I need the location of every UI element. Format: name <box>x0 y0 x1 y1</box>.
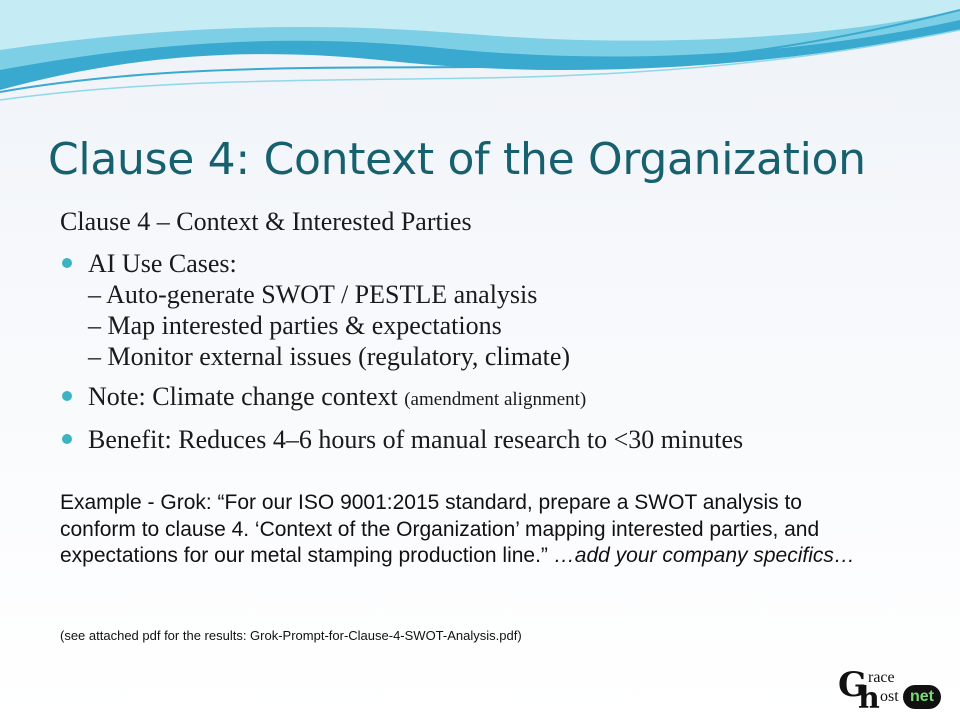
bullet-list <box>60 248 743 464</box>
attachment-note: (see attached pdf for the results: Grok-Prompt-for-Clause-4-SWOT-Analysis.pdf) <box>60 628 522 643</box>
bullet-dot-icon <box>62 434 72 444</box>
logo-letters-race: race <box>868 669 895 686</box>
ai-use-cases-label: AI Use Cases: <box>88 249 237 278</box>
header-wave-decoration <box>0 0 960 120</box>
ai-use-case-item: – Auto-generate SWOT / PESTLE analysis <box>88 280 538 309</box>
note-small-text: (amendment alignment) <box>404 389 587 410</box>
logo-net-badge: net <box>903 685 941 709</box>
logo-letters-ost: ost <box>880 688 899 705</box>
ai-use-case-item: – Map interested parties & expectations <box>88 311 502 340</box>
bullet-dot-icon <box>62 391 72 401</box>
logo-letter-g: G <box>838 665 868 705</box>
grace-host-net-logo <box>836 665 946 716</box>
example-text: Example - Grok: “For our ISO 9001:2015 standard, prepare a SWOT analysis to conform to clause 4. ‘Context of the Organization’ mapping interested parties, and expectations for our metal stamping production line.” <box>60 491 820 567</box>
note-text: Note: Climate change context <box>88 382 398 411</box>
bullet-benefit <box>60 424 743 455</box>
bullet-dot-icon <box>62 258 72 268</box>
benefit-text: Benefit: Reduces 4–6 hours of manual research to <30 minutes <box>88 425 744 454</box>
example-prompt <box>60 490 880 570</box>
bullet-note <box>60 381 743 415</box>
bullet-ai-use-cases <box>60 248 743 372</box>
logo-letter-h: h <box>858 681 880 716</box>
slide-subheading: Clause 4 – Context & Interested Parties <box>60 207 472 236</box>
example-italic: …add your company specifics… <box>553 544 855 567</box>
ai-use-case-item: – Monitor external issues (regulatory, climate) <box>88 342 571 371</box>
slide-title: Clause 4: Context of the Organization <box>48 134 866 185</box>
